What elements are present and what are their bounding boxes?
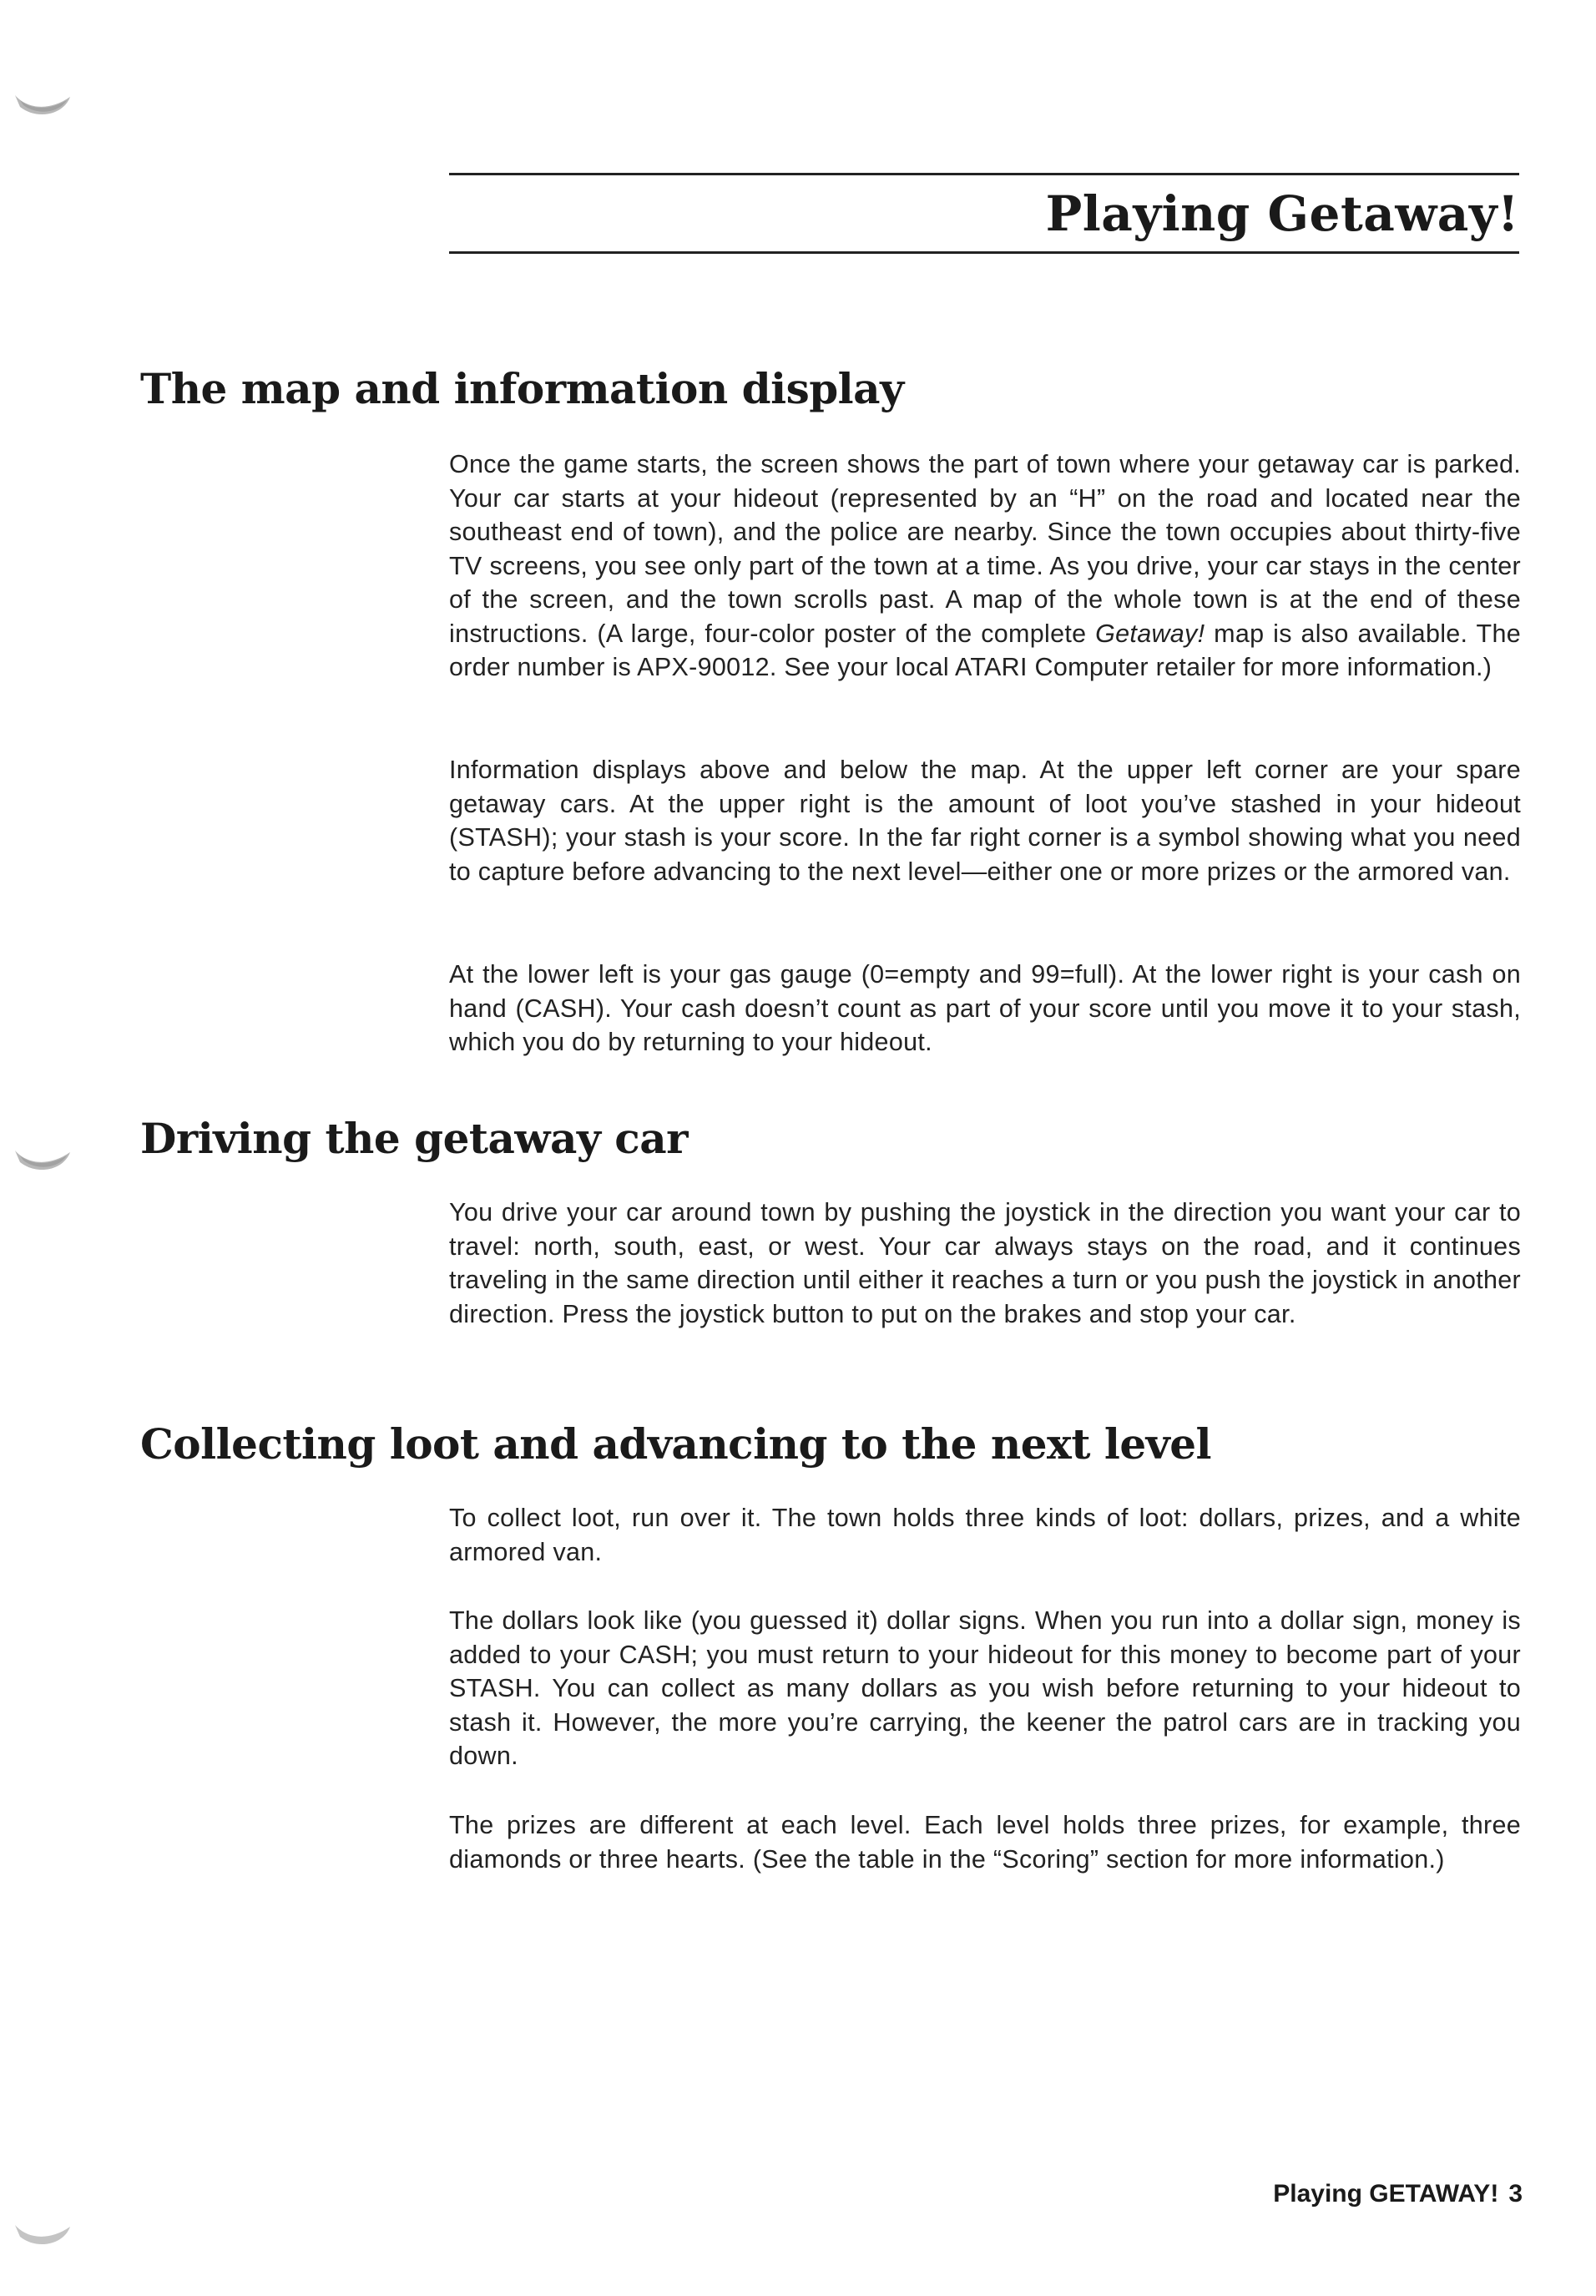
footer-label: Playing GETAWAY!	[1273, 2180, 1499, 2207]
paragraph-driving: You drive your car around town by pushing the joystick in the direction you want your car to travel: north, south, east, or west. Your car always stays on the road, and it continues traveling in the same direction until either it reaches a turn or you push the joystick in another direction. Press the joystick button to put on the brakes and stop your car.	[449, 1198, 1521, 1328]
paragraph-information-display: Information displays above and below the map. At the upper left corner are your spare getaway cars. At the upper right is the amount of loot you’ve stashed in your hideout (STASH); your stash is your score. In the far right corner is a symbol showing what you need to capture before advancing to the next level—either one or more prizes or the armored van.	[449, 756, 1521, 886]
page-number: 3	[1508, 2180, 1523, 2207]
punch-hole-shadow-top	[12, 87, 73, 122]
section-heading-collecting-loot: Collecting loot and advancing to the next level	[140, 1419, 1211, 1469]
game-title-italic: Getaway!	[1095, 619, 1205, 648]
page-title: Playing Getaway!	[1045, 185, 1519, 242]
paragraph-text: Once the game starts, the screen shows the part of town where your getaway car is parked. Your car starts at your hideout (represented by an “H” on the road and located near the southeast end of town), and the police are nearby. Since the town occupies about thirty-five TV screens, you see only part of the town at a time. As you drive, your car stays in the center of the screen, and the town scrolls past. A map of the whole town is at the end of these instructions. (A large, four-color poster of the complete	[449, 450, 1521, 648]
section-heading-driving: Driving the getaway car	[140, 1114, 688, 1163]
paragraph-text: map is also available. The order number is APX-90012. See your local ATARI Computer retailer for more information.)	[449, 619, 1521, 681]
title-rule-bottom	[449, 251, 1519, 254]
paragraph-collect-loot: To collect loot, run over it. The town holds three kinds of loot: dollars, prizes, and a white armored van.	[449, 1504, 1521, 1566]
title-rule-top	[449, 173, 1519, 175]
paragraph-prizes: The prizes are different at each level. Each level holds three prizes, for example, three diamonds or three hearts. (See the table in the “Scoring” section for more information.)	[449, 1811, 1521, 1874]
punch-hole-shadow-middle	[12, 1142, 73, 1177]
punch-hole-shadow-bottom	[12, 2217, 73, 2252]
page-footer	[1273, 2177, 1523, 2211]
paragraph-map-intro	[449, 448, 1521, 685]
paragraph-gas-and-cash: At the lower left is your gas gauge (0=empty and 99=full). At the lower right is your cash on hand (CASH). Your cash doesn’t count as part of your score until you move it to your stash, which you do by returning to your hideout.	[449, 960, 1521, 1056]
section-heading-map-display: The map and information display	[140, 364, 904, 413]
paragraph-dollars: The dollars look like (you guessed it) dollar signs. When you run into a dollar sign, money is added to your CASH; you must return to your hideout for this money to become part of your STASH. You can collect as many dollars as you wish before returning to your hideout to stash it. However, the more you’re carrying, the keener the patrol cars are in tracking you down.	[449, 1606, 1521, 1770]
